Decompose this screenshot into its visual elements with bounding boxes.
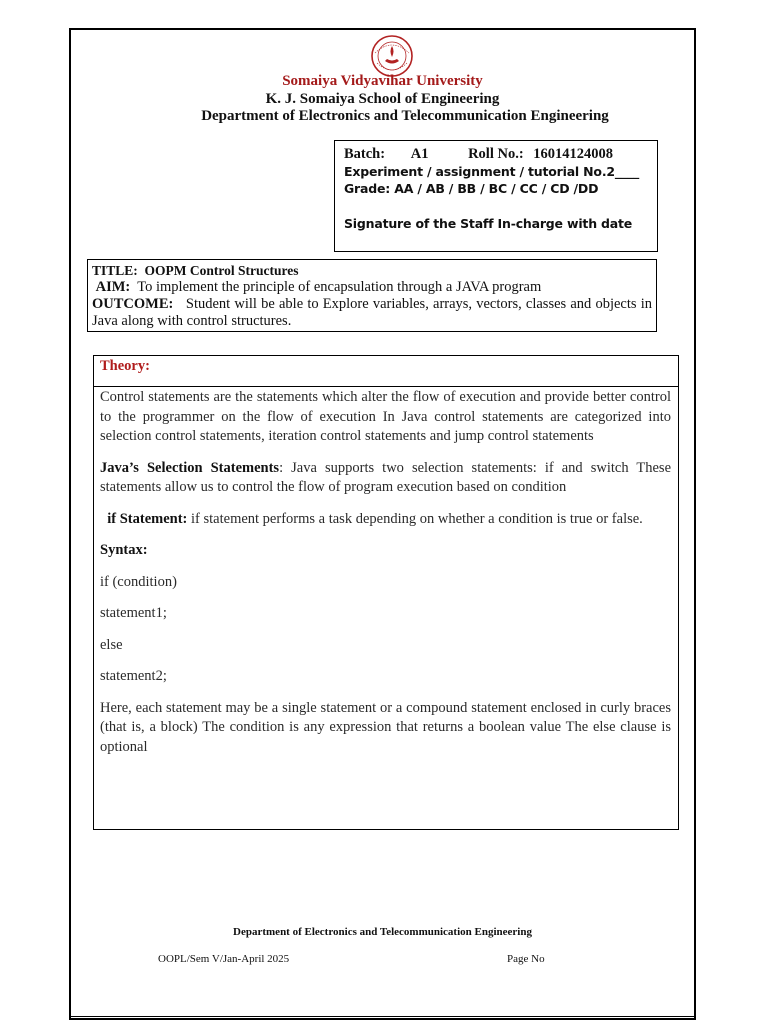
outcome-value: Student will be able to Explore variables, arrays, vectors, classes and objects in Java along with control structures.	[92, 296, 653, 329]
syntax-label: Syntax:	[100, 542, 148, 558]
outcome-label: OUTCOME:	[92, 296, 174, 312]
theory-closing: Here, each statement may be a single statement or a compound statement enclosed in curly braces (that is, a block) The condition is any expression that returns a boolean value The else clause is optional	[100, 699, 671, 755]
theory-body	[94, 387, 678, 757]
theory-box	[93, 355, 679, 830]
title-label: TITLE:	[92, 263, 138, 278]
theory-intro: Control statements are the statements which alter the flow of execution and provide better control to the programmer on the flow of execution In Java control statements are categorized into selection control statements, iteration control statements and jump control statements	[100, 389, 671, 444]
roll-label: Roll No.:	[468, 146, 524, 162]
selection-text: : Java supports two selection statements: if and switch These statements allow us to control the flow of program execution based on condition	[100, 459, 672, 495]
batch-roll-line	[344, 146, 648, 163]
batch-value: A1	[410, 146, 429, 162]
aim-value: To implement the principle of encapsulation through a JAVA program	[137, 279, 542, 295]
title-row	[92, 262, 652, 279]
footer-department: Department of Electronics and Telecommunication Engineering	[233, 926, 532, 938]
grade-line: Grade: AA / AB / BB / BC / CC / CD /DD	[344, 181, 599, 196]
school-name: K. J. Somaiya School of Engineering	[265, 91, 500, 107]
roll-value: 16014124008	[533, 146, 614, 162]
experiment-number-line: Experiment / assignment / tutorial No.2____	[344, 164, 640, 179]
syntax-line: if (condition)	[100, 573, 177, 590]
aim-row	[92, 279, 652, 296]
selection-label: Java’s Selection Statements	[100, 459, 280, 476]
if-label: if Statement:	[107, 510, 188, 527]
title-aim-outcome-box	[87, 259, 657, 332]
selection-statements-paragraph	[100, 459, 671, 498]
syntax-line: statement1;	[100, 605, 167, 621]
university-name: Somaiya Vidyavihar University	[282, 73, 483, 89]
batch-info-box	[334, 140, 658, 252]
signature-line: Signature of the Staff In-charge with date	[344, 216, 633, 231]
syntax-line: else	[100, 636, 123, 653]
aim-label: AIM:	[95, 279, 131, 295]
batch-label: Batch:	[344, 146, 386, 162]
syntax-line: statement2;	[100, 668, 167, 684]
footer-page-number: Page No	[507, 953, 545, 965]
theory-heading: Theory:	[94, 356, 678, 387]
outcome-row	[92, 296, 652, 330]
footer-course: OOPL/Sem V/Jan-April 2025	[158, 953, 290, 965]
if-text: if statement performs a task depending on whether a condition is true or false.	[187, 510, 643, 527]
if-statement-paragraph	[100, 510, 671, 530]
title-value: OOPM Control Structures	[144, 263, 299, 278]
page-border-double-line	[69, 1016, 696, 1017]
department-name: Department of Electronics and Telecommunication Engineering	[201, 108, 609, 124]
